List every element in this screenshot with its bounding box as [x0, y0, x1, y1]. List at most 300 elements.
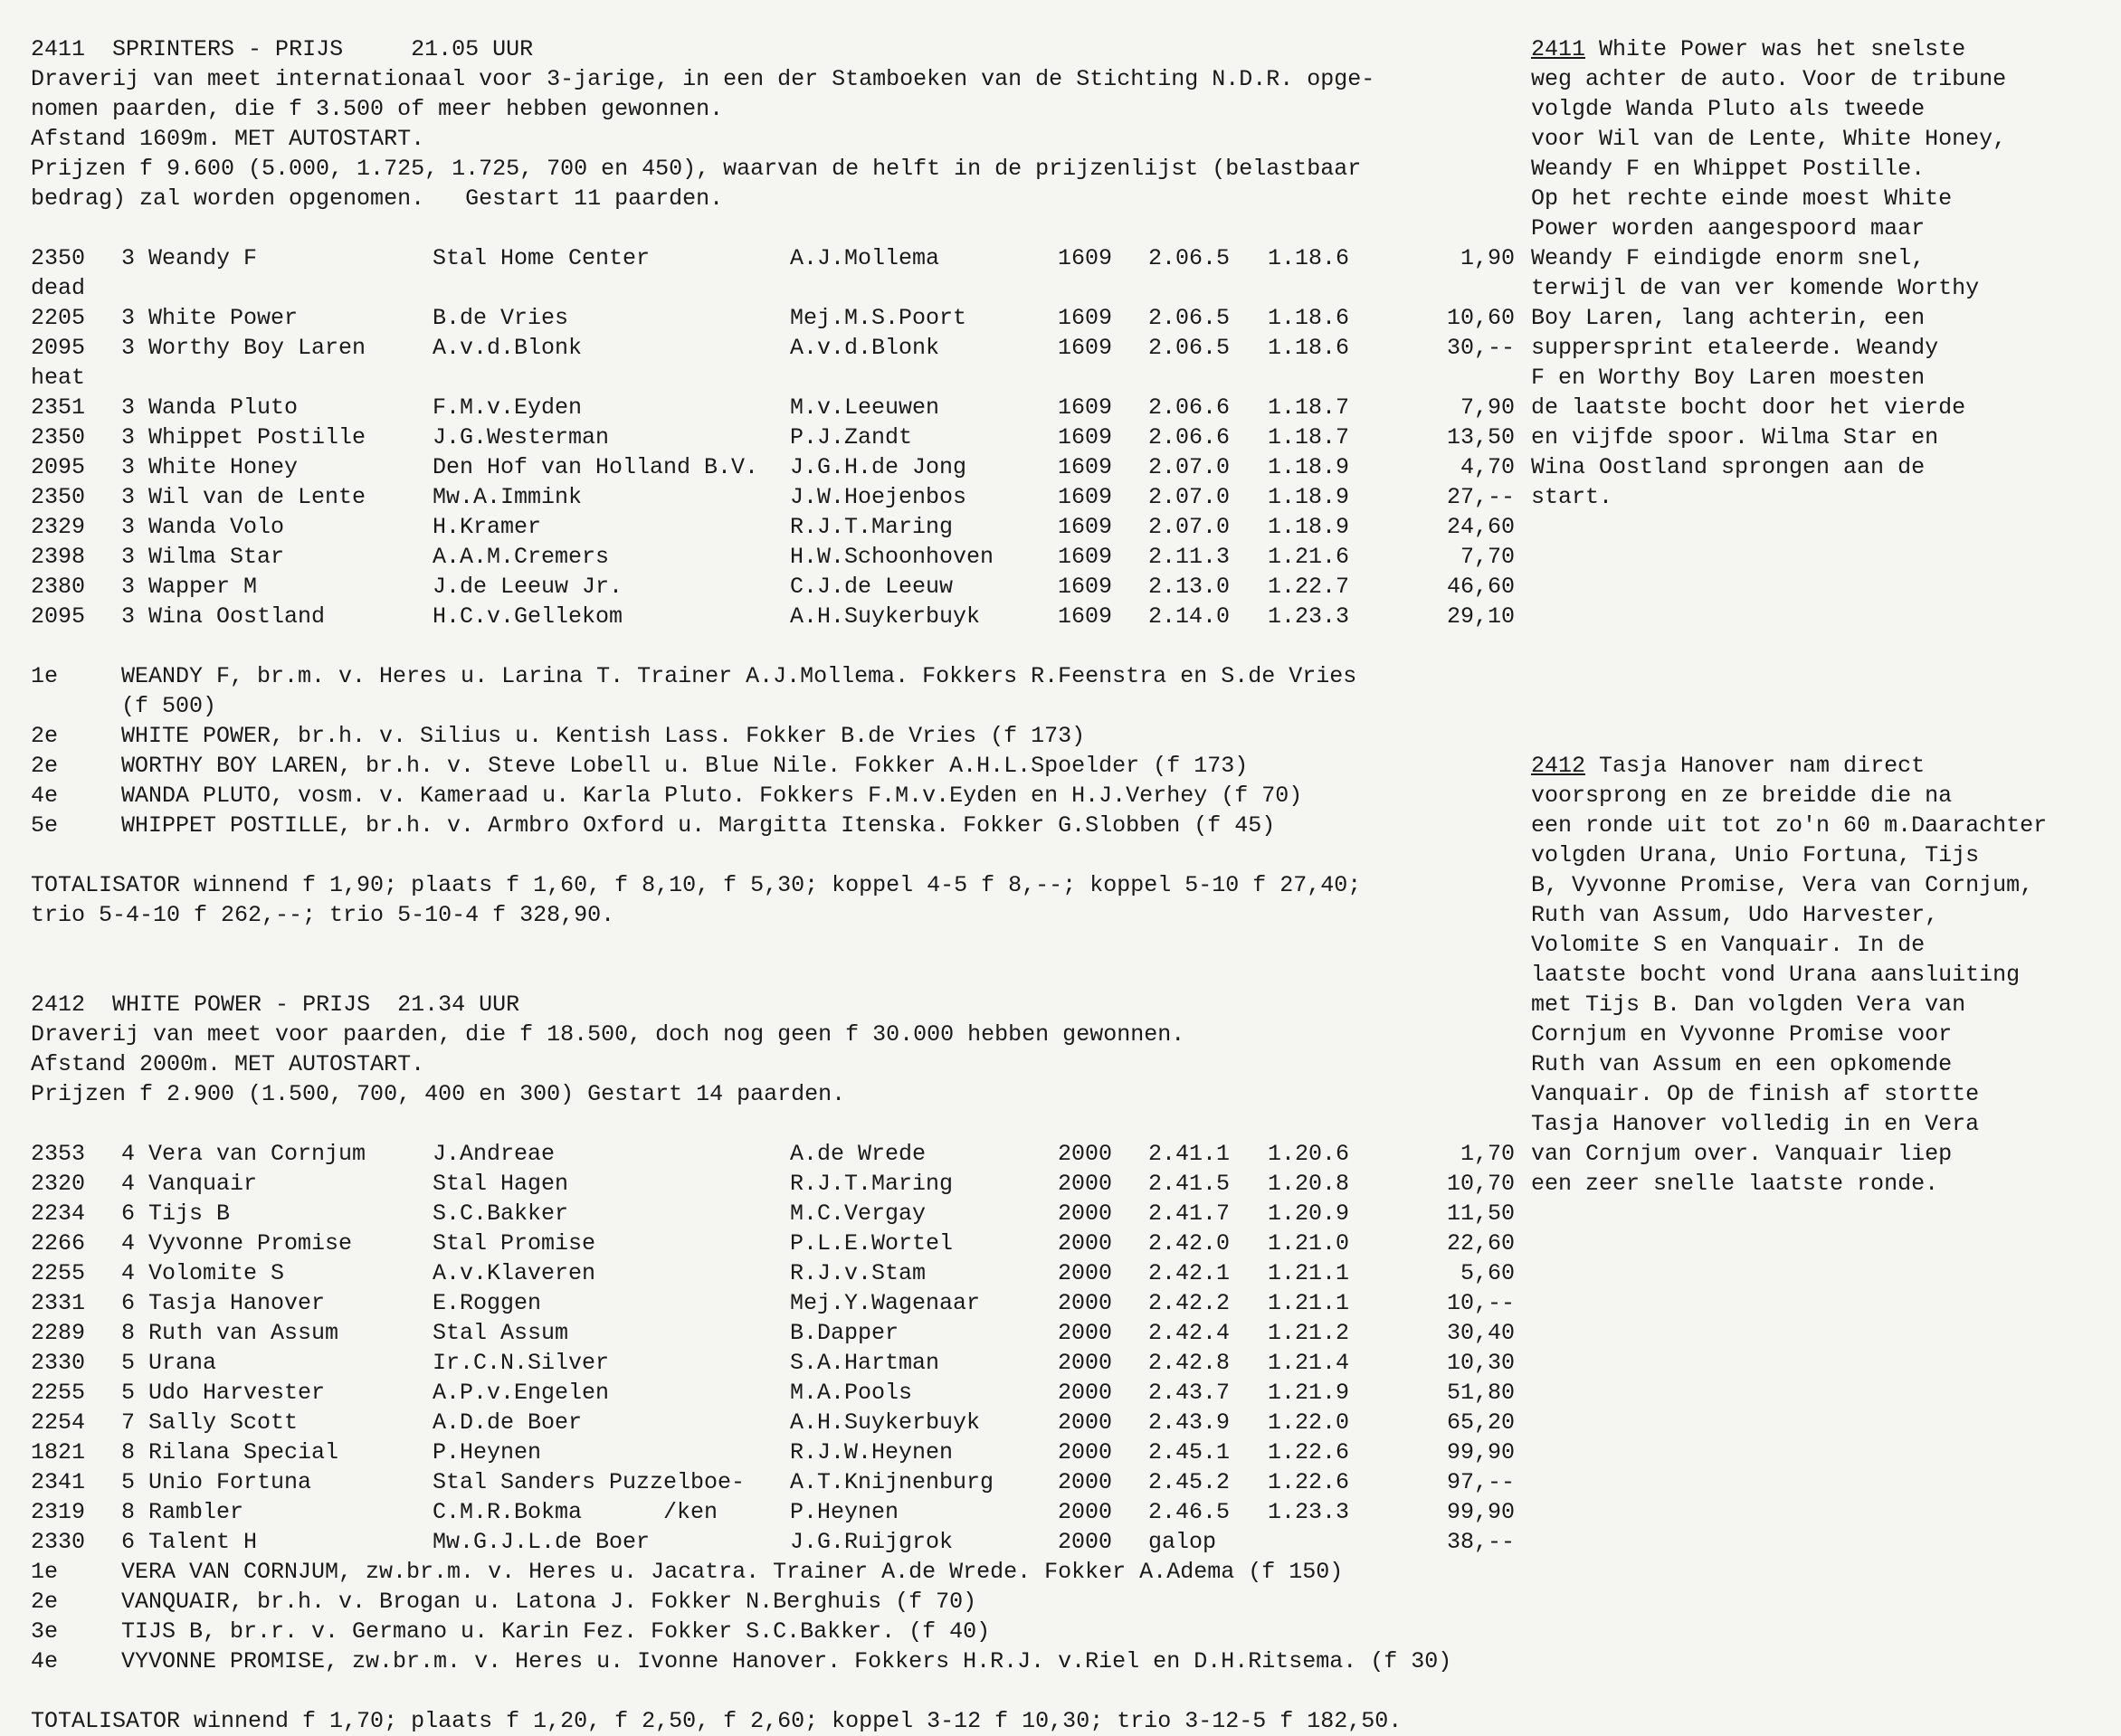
driver-name: R.J.W.Heynen [790, 1439, 954, 1466]
placing-row [31, 811, 1515, 840]
placing-row [31, 1587, 1515, 1617]
km-time: 1.18.7 [1268, 424, 1350, 451]
km-time: 1.20.9 [1268, 1200, 1350, 1227]
km-time: 1.20.8 [1268, 1171, 1350, 1197]
placing-text: VYVONNE PROMISE, zw.br.m. v. Heres u. Ivonne Hanover. Fokkers H.R.J. v.Riel en D.H.Ritsema. (f 30) [121, 1648, 1452, 1674]
report-line: Tasja Hanover volledig in en Vera [1531, 1111, 1980, 1137]
odds: 11,50 [1446, 1200, 1515, 1227]
distance: 1609 [1058, 424, 1113, 451]
report-line: F en Worthy Boy Laren moesten [1531, 365, 1926, 391]
race-title: WHITE POWER - PRIJS [112, 991, 371, 1018]
placing-row [31, 781, 1515, 811]
result-note: heat [31, 365, 86, 391]
owner-name: H.C.v.Gellekom [433, 603, 623, 630]
placings-list [31, 661, 1515, 840]
race-time-cell: galop [1148, 1529, 1217, 1555]
race-time-cell: 2.14.0 [1148, 603, 1231, 630]
race-report [1531, 34, 2110, 512]
distance: 1609 [1058, 603, 1113, 630]
owner-name: Stal Home Center [433, 245, 651, 271]
odds: 46,60 [1446, 574, 1515, 600]
km-time: 1.18.9 [1268, 484, 1350, 510]
report-line: volgden Urana, Unio Fortuna, Tijs [1531, 842, 1980, 868]
table-row [31, 1348, 1515, 1378]
distance: 2000 [1058, 1380, 1113, 1406]
km-time: 1.22.7 [1268, 574, 1350, 600]
previous-race: 2350 [31, 484, 86, 510]
placing-row [31, 1617, 1515, 1646]
previous-race: 1821 [31, 1439, 86, 1466]
horse-name: Rilana Special [148, 1439, 339, 1466]
previous-race: 2289 [31, 1320, 86, 1346]
report-line: Boy Laren, lang achterin, een [1531, 305, 1926, 331]
driver-name: J.G.H.de Jong [790, 454, 967, 480]
km-time: 1.21.4 [1268, 1350, 1350, 1376]
race-time-cell: 2.06.5 [1148, 245, 1231, 271]
race-time-cell: 2.42.8 [1148, 1350, 1231, 1376]
race-number: 2411 [31, 36, 86, 62]
report-line: de laatste bocht door het vierde [1531, 394, 1966, 421]
km-time: 1.18.9 [1268, 454, 1350, 480]
placing-text: WANDA PLUTO, vosm. v. Kameraad u. Karla Pluto. Fokkers F.M.v.Eyden en H.J.Verhey (f 70) [121, 783, 1303, 809]
race-time-cell: 2.43.7 [1148, 1380, 1231, 1406]
previous-race: 2320 [31, 1171, 86, 1197]
owner-name: Mw.G.J.L.de Boer [433, 1529, 651, 1555]
distance: 2000 [1058, 1499, 1113, 1525]
report-line [1531, 751, 2110, 781]
horse-name: Talent H [148, 1529, 258, 1555]
odds: 10,-- [1446, 1290, 1515, 1316]
odds: 29,10 [1446, 603, 1515, 630]
placing-rank: 5e [31, 812, 59, 839]
driver-name: B.Dapper [790, 1320, 899, 1346]
table-row [31, 452, 1515, 482]
horse-name: Tasja Hanover [148, 1290, 326, 1316]
horse-name: Vera van Cornjum [148, 1141, 366, 1167]
km-time: 1.21.6 [1268, 544, 1350, 570]
horse-name: Weandy F [148, 245, 258, 271]
distance: 2000 [1058, 1141, 1113, 1167]
report-number: 2411 [1531, 36, 1586, 62]
km-time: 1.22.0 [1268, 1409, 1350, 1436]
horse-age: 5 [121, 1469, 136, 1495]
race-time-cell: 2.13.0 [1148, 574, 1231, 600]
condition-line: Prijzen f 2.900 (1.500, 700, 400 en 300) Gestart 14 paarden. [31, 1081, 846, 1107]
report-text: White Power was het snelste [1585, 36, 1966, 62]
distance: 2000 [1058, 1171, 1113, 1197]
race-time-cell: 2.07.0 [1148, 454, 1231, 480]
report-line: Ruth van Assum, Udo Harvester, [1531, 902, 1939, 928]
horse-name: Udo Harvester [148, 1380, 326, 1406]
driver-name: A.H.Suykerbuyk [790, 1409, 981, 1436]
driver-name: C.J.de Leeuw [790, 574, 954, 600]
table-row [31, 482, 1515, 512]
placing-row [31, 751, 1515, 781]
km-time: 1.21.0 [1268, 1230, 1350, 1257]
odds: 10,70 [1446, 1171, 1515, 1197]
previous-race: 2351 [31, 394, 86, 421]
totalisator [31, 1706, 1515, 1736]
race-conditions [31, 1020, 1515, 1109]
odds: 13,50 [1446, 424, 1515, 451]
placing-text: WHITE POWER, br.h. v. Silius u. Kentish Lass. Fokker B.de Vries (f 173) [121, 723, 1086, 749]
distance: 1609 [1058, 335, 1113, 361]
distance: 1609 [1058, 394, 1113, 421]
report-line: en vijfde spoor. Wilma Star en [1531, 424, 1939, 451]
report-line: van Cornjum over. Vanquair liep [1531, 1141, 1953, 1167]
horse-age: 6 [121, 1529, 136, 1555]
driver-name: R.J.v.Stam [790, 1260, 927, 1286]
owner-name: J.Andreae [433, 1141, 556, 1167]
placings-list [31, 1557, 1515, 1676]
horse-name: Wanda Volo [148, 514, 285, 540]
race-time-cell: 2.11.3 [1148, 544, 1231, 570]
odds: 1,70 [1460, 1141, 1515, 1167]
placing-row [31, 1557, 1515, 1587]
table-row [31, 512, 1515, 542]
placing-rank: 4e [31, 783, 59, 809]
race-time: 21.34 UUR [397, 991, 520, 1018]
previous-race: 2255 [31, 1260, 86, 1286]
horse-age: 7 [121, 1409, 136, 1436]
distance: 1609 [1058, 514, 1113, 540]
owner-name: Ir.C.N.Silver [433, 1350, 610, 1376]
horse-age: 3 [121, 484, 136, 510]
table-row [31, 1527, 1515, 1557]
placing-row [31, 661, 1515, 691]
report-line: start. [1531, 484, 1613, 510]
table-row [31, 542, 1515, 572]
owner-name: Mw.A.Immink [433, 484, 583, 510]
driver-name: Mej.M.S.Poort [790, 305, 967, 331]
km-time: 1.21.1 [1268, 1290, 1350, 1316]
driver-name: A.T.Knijnenburg [790, 1469, 994, 1495]
horse-age: 8 [121, 1499, 136, 1525]
race-time-cell: 2.42.0 [1148, 1230, 1231, 1257]
table-row [31, 1228, 1515, 1258]
previous-race: 2330 [31, 1529, 86, 1555]
horse-name: Sally Scott [148, 1409, 299, 1436]
race-time-cell: 2.43.9 [1148, 1409, 1231, 1436]
report-line: voor Wil van de Lente, White Honey, [1531, 126, 2007, 152]
race-time-cell: 2.07.0 [1148, 514, 1231, 540]
owner-name: B.de Vries [433, 305, 569, 331]
horse-name: White Honey [148, 454, 299, 480]
table-row [31, 1169, 1515, 1199]
placing-text: WEANDY F, br.m. v. Heres u. Larina T. Trainer A.J.Mollema. Fokkers R.Feenstra en S.de Vries [121, 663, 1357, 689]
report-line [1531, 34, 2110, 64]
km-time: 1.18.7 [1268, 394, 1350, 421]
previous-race: 2255 [31, 1380, 86, 1406]
previous-race: 2234 [31, 1200, 86, 1227]
driver-name: H.W.Schoonhoven [790, 544, 994, 570]
distance: 2000 [1058, 1439, 1113, 1466]
distance: 1609 [1058, 574, 1113, 600]
owner-name: E.Roggen [433, 1290, 542, 1316]
race-time-cell: 2.06.5 [1148, 335, 1231, 361]
race-time-cell: 2.07.0 [1148, 484, 1231, 510]
race-time: 21.05 UUR [411, 36, 534, 62]
driver-name: A.H.Suykerbuyk [790, 603, 981, 630]
horse-name: Ruth van Assum [148, 1320, 339, 1346]
owner-name: A.A.M.Cremers [433, 544, 610, 570]
horse-age: 4 [121, 1171, 136, 1197]
km-time: 1.23.3 [1268, 1499, 1350, 1525]
distance: 2000 [1058, 1260, 1113, 1286]
table-row [31, 422, 1515, 452]
race-reports-column [1531, 34, 2110, 1199]
distance: 2000 [1058, 1290, 1113, 1316]
report-line: Power worden aangespoord maar [1531, 215, 1926, 242]
placing-rank: 2e [31, 753, 59, 779]
report-line: volgde Wanda Pluto als tweede [1531, 96, 1926, 122]
owner-name: A.v.Klaveren [433, 1260, 596, 1286]
horse-name: White Power [148, 305, 299, 331]
report-line: laatste bocht vond Urana aansluiting [1531, 962, 2021, 988]
owner-name: A.D.de Boer [433, 1409, 583, 1436]
previous-race: 2095 [31, 603, 86, 630]
owner-name: J.de Leeuw Jr. [433, 574, 623, 600]
driver-name: P.Heynen [790, 1499, 899, 1525]
horse-age: 3 [121, 424, 136, 451]
distance: 1609 [1058, 454, 1113, 480]
horse-age: 3 [121, 574, 136, 600]
previous-race: 2319 [31, 1499, 86, 1525]
horse-age: 3 [121, 245, 136, 271]
horse-age: 4 [121, 1141, 136, 1167]
horse-name: Vanquair [148, 1171, 258, 1197]
horse-age: 3 [121, 603, 136, 630]
horse-name: Volomite S [148, 1260, 285, 1286]
odds: 22,60 [1446, 1230, 1515, 1257]
km-time: 1.21.1 [1268, 1260, 1350, 1286]
driver-name: M.C.Vergay [790, 1200, 927, 1227]
km-time: 1.18.6 [1268, 335, 1350, 361]
race-header [31, 990, 1515, 1020]
placing-text: WORTHY BOY LAREN, br.h. v. Steve Lobell u. Blue Nile. Fokker A.H.L.Spoelder (f 173) [121, 753, 1249, 779]
table-row [31, 333, 1515, 363]
race-time-cell: 2.06.5 [1148, 305, 1231, 331]
km-time: 1.22.6 [1268, 1469, 1350, 1495]
table-row [31, 1288, 1515, 1318]
report-line: Volomite S en Vanquair. In de [1531, 932, 1926, 958]
report-line: Vanquair. Op de finish af stortte [1531, 1081, 1980, 1107]
odds: 38,-- [1446, 1529, 1515, 1555]
driver-name: J.G.Ruijgrok [790, 1529, 954, 1555]
table-row [31, 1199, 1515, 1228]
report-line: Wina Oostland sprongen aan de [1531, 454, 1926, 480]
odds: 99,90 [1446, 1439, 1515, 1466]
horse-name: Wina Oostland [148, 603, 326, 630]
report-line: Ruth van Assum en een opkomende [1531, 1051, 1953, 1077]
driver-name: M.A.Pools [790, 1380, 913, 1406]
owner-name: A.v.d.Blonk [433, 335, 583, 361]
distance: 2000 [1058, 1529, 1113, 1555]
horse-age: 3 [121, 394, 136, 421]
km-time: 1.21.9 [1268, 1380, 1350, 1406]
race-time-cell: 2.42.1 [1148, 1260, 1231, 1286]
horse-name: Wilma Star [148, 544, 285, 570]
table-row [31, 393, 1515, 422]
placing-rank: 1e [31, 1559, 59, 1585]
race-report [1531, 751, 2110, 1199]
owner-name: Stal Sanders Puzzelboe- [433, 1469, 746, 1495]
table-row [31, 602, 1515, 631]
distance: 2000 [1058, 1320, 1113, 1346]
previous-race: 2341 [31, 1469, 86, 1495]
horse-age: 3 [121, 305, 136, 331]
race-title: SPRINTERS - PRIJS [112, 36, 344, 62]
placing-rank: 3e [31, 1618, 59, 1645]
distance: 1609 [1058, 245, 1113, 271]
previous-race: 2205 [31, 305, 86, 331]
distance: 2000 [1058, 1409, 1113, 1436]
previous-race: 2095 [31, 335, 86, 361]
distance: 2000 [1058, 1230, 1113, 1257]
results-column [31, 34, 1515, 1736]
results-table [31, 1139, 1515, 1557]
table-row [31, 1467, 1515, 1497]
horse-age: 3 [121, 514, 136, 540]
condition-line: nomen paarden, die f 3.500 of meer hebben gewonnen. [31, 96, 724, 122]
placing-row [31, 721, 1515, 751]
distance: 1609 [1058, 305, 1113, 331]
odds: 24,60 [1446, 514, 1515, 540]
driver-name: A.v.d.Blonk [790, 335, 940, 361]
horse-name: Vyvonne Promise [148, 1230, 353, 1257]
condition-line: Afstand 1609m. MET AUTOSTART. [31, 126, 425, 152]
placing-rank: 2e [31, 723, 59, 749]
owner-name: S.C.Bakker [433, 1200, 569, 1227]
horse-age: 5 [121, 1350, 136, 1376]
owner-name: J.G.Westerman [433, 424, 610, 451]
owner-name: H.Kramer [433, 514, 542, 540]
report-line: Cornjum en Vyvonne Promise voor [1531, 1021, 1953, 1048]
totalisator-line: trio 5-4-10 f 262,--; trio 5-10-4 f 328,90. [31, 902, 615, 928]
previous-race: 2095 [31, 454, 86, 480]
distance: 2000 [1058, 1469, 1113, 1495]
result-note: dead [31, 275, 86, 301]
owner-name: F.M.v.Eyden [433, 394, 583, 421]
report-line: weg achter de auto. Voor de tribune [1531, 66, 2007, 92]
report-text: Tasja Hanover nam direct [1585, 753, 1926, 779]
report-line: terwijl de van ver komende Worthy [1531, 275, 1980, 301]
odds: 30,40 [1446, 1320, 1515, 1346]
owner-name: Stal Assum [433, 1320, 569, 1346]
table-row [31, 572, 1515, 602]
race-time-cell: 2.41.1 [1148, 1141, 1231, 1167]
race-time-cell: 2.41.7 [1148, 1200, 1231, 1227]
race-time-cell: 2.46.5 [1148, 1499, 1231, 1525]
horse-age: 4 [121, 1260, 136, 1286]
horse-age: 6 [121, 1200, 136, 1227]
horse-name: Worthy Boy Laren [148, 335, 366, 361]
horse-age: 8 [121, 1320, 136, 1346]
km-time: 1.20.6 [1268, 1141, 1350, 1167]
horse-name: Rambler [148, 1499, 244, 1525]
previous-race: 2266 [31, 1230, 86, 1257]
placing-rank: 1e [31, 663, 59, 689]
previous-race: 2331 [31, 1290, 86, 1316]
horse-age: 5 [121, 1380, 136, 1406]
condition-line: Afstand 2000m. MET AUTOSTART. [31, 1051, 425, 1077]
horse-age: 8 [121, 1439, 136, 1466]
horse-name: Wanda Pluto [148, 394, 299, 421]
horse-age: 3 [121, 544, 136, 570]
km-time: 1.22.6 [1268, 1439, 1350, 1466]
table-row [31, 1378, 1515, 1408]
odds: 51,80 [1446, 1380, 1515, 1406]
report-line: voorsprong en ze breidde die na [1531, 783, 1953, 809]
race-time-cell: 2.45.2 [1148, 1469, 1231, 1495]
horse-name: Tijs B [148, 1200, 231, 1227]
driver-name: P.J.Zandt [790, 424, 913, 451]
distance: 2000 [1058, 1200, 1113, 1227]
horse-name: Whippet Postille [148, 424, 366, 451]
report-number: 2412 [1531, 753, 1586, 779]
driver-name: A.J.Mollema [790, 245, 940, 271]
placing-text: VANQUAIR, br.h. v. Brogan u. Latona J. Fokker N.Berghuis (f 70) [121, 1589, 977, 1615]
placing-text: TIJS B, br.r. v. Germano u. Karin Fez. Fokker S.C.Bakker. (f 40) [121, 1618, 991, 1645]
odds: 7,90 [1460, 394, 1515, 421]
race-time-cell: 2.45.1 [1148, 1439, 1231, 1466]
horse-name: Unio Fortuna [148, 1469, 312, 1495]
race-number: 2412 [31, 991, 86, 1018]
table-row [31, 303, 1515, 333]
distance: 1609 [1058, 544, 1113, 570]
previous-race: 2329 [31, 514, 86, 540]
placing-text: WHIPPET POSTILLE, br.h. v. Armbro Oxford u. Margitta Itenska. Fokker G.Slobben (f 45) [121, 812, 1276, 839]
odds: 4,70 [1460, 454, 1515, 480]
report-line: met Tijs B. Dan volgden Vera van [1531, 991, 1966, 1018]
distance: 2000 [1058, 1350, 1113, 1376]
previous-race: 2398 [31, 544, 86, 570]
table-row [31, 243, 1515, 273]
distance: 1609 [1058, 484, 1113, 510]
horse-age: 4 [121, 1230, 136, 1257]
race-header [31, 34, 1515, 64]
totalisator-line: TOTALISATOR winnend f 1,90; plaats f 1,60, f 8,10, f 5,30; koppel 4-5 f 8,--; koppel 5-10 f 27,40; [31, 872, 1362, 898]
placing-row [31, 1646, 1515, 1676]
placing-row-cont [31, 691, 1515, 721]
odds: 65,20 [1446, 1409, 1515, 1436]
horse-name: Wil van de Lente [148, 484, 366, 510]
previous-race: 2350 [31, 245, 86, 271]
table-row [31, 1318, 1515, 1348]
odds: 5,60 [1460, 1260, 1515, 1286]
placing-rank: 2e [31, 1589, 59, 1615]
horse-name: Urana [148, 1350, 217, 1376]
owner-name: A.P.v.Engelen [433, 1380, 610, 1406]
driver-name: R.J.T.Maring [790, 514, 954, 540]
previous-race: 2254 [31, 1409, 86, 1436]
driver-name: R.J.T.Maring [790, 1171, 954, 1197]
horse-name: Wapper M [148, 574, 258, 600]
report-line: B, Vyvonne Promise, Vera van Cornjum, [1531, 872, 2034, 898]
driver-name: Mej.Y.Wagenaar [790, 1290, 981, 1316]
driver-name: A.de Wrede [790, 1141, 927, 1167]
horse-age: 6 [121, 1290, 136, 1316]
race-time-cell: 2.42.2 [1148, 1290, 1231, 1316]
previous-race: 2330 [31, 1350, 86, 1376]
odds: 97,-- [1446, 1469, 1515, 1495]
odds: 30,-- [1446, 335, 1515, 361]
results-table [31, 243, 1515, 631]
odds: 10,30 [1446, 1350, 1515, 1376]
report-line: Weandy F en Whippet Postille. [1531, 156, 1926, 182]
odds: 27,-- [1446, 484, 1515, 510]
owner-name: Stal Hagen [433, 1171, 569, 1197]
